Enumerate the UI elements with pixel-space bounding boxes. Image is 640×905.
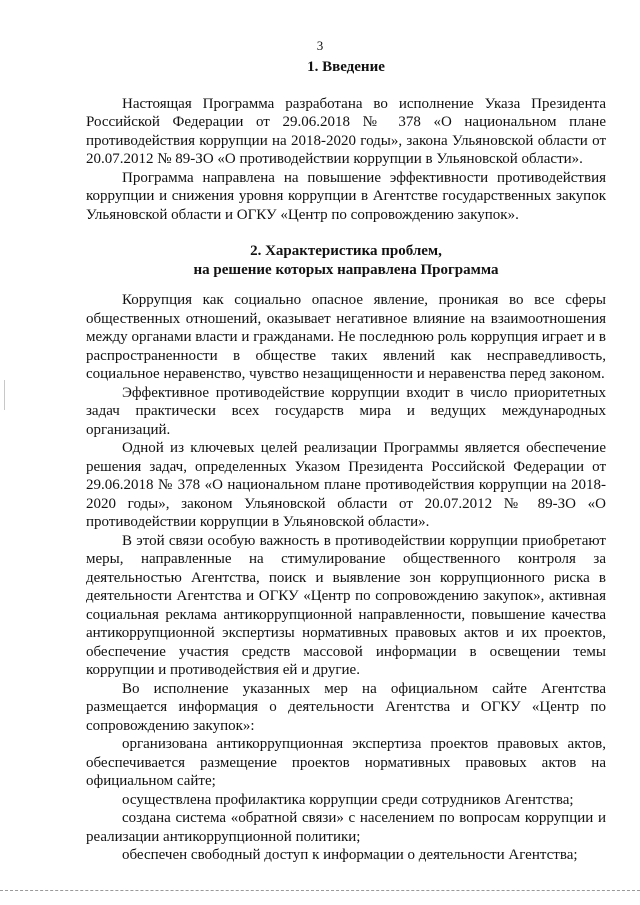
section-2-paragraph: Во исполнение указанных мер на официальном сайте Агентства размещается информация о деятельности Агентства и ОГКУ «Центр по сопровождению закупок»: [86, 680, 606, 734]
section-2-list-item: организована антикоррупционная экспертиза проектов правовых актов, обеспечивается размещение проектов нормативных правовых актов на официальном сайте; [86, 736, 606, 789]
section-1-paragraph: Программа направлена на повышение эффективности противодействия коррупции и снижения уровня коррупции в Агентстве государственных закупок Ульяновской области и ОГКУ «Центр по сопровождению закупок». [86, 169, 606, 223]
scan-edge-mark [4, 380, 5, 410]
section-2-title-line-1: 2. Характеристика проблем, [250, 243, 442, 259]
section-2-list-item: обеспечен свободный доступ к информации о деятельности Агентства; [122, 847, 578, 863]
section-2-paragraph: В этой связи особую важность в противодействии коррупции приобретают меры, направленные на стимулирование общественного контроля за деятельностью Агентства, поиск и выявление зон коррупционного риска в деятельности Агентства и ОГКУ «Центр по сопровождению закупок», активная социальная реклама антикоррупционной направленности, повышение качества антикоррупционной экспертизы нормативных правовых актов и их проектов, обеспечение участия средств массовой информации в освещении темы коррупции и противодействия ей и другие. [86, 532, 606, 678]
section-2-title [86, 242, 606, 279]
document-body [86, 58, 606, 865]
section-2-list-item: создана система «обратной связи» с населением по вопросам коррупции и реализации антикоррупционной политики; [86, 810, 606, 845]
section-1-title: 1. Введение [307, 59, 385, 75]
section-1-paragraph: Настоящая Программа разработана во исполнение Указа Президента Российской Федерации от 29.06.2018 № 378 «О национальном плане противодействия коррупции на 2018-2020 годы», закона Ульяновской области от 20.07.2012 № 89-ЗО «О противодействии коррупции в Ульяновской области». [86, 95, 606, 167]
scan-bottom-edge [0, 890, 640, 891]
page-number: 3 [316, 38, 324, 53]
section-2-paragraph: Коррупция как социально опасное явление, проникая во все сферы общественных отношений, оказывает негативное влияние на взаимоотношения между органами власти и гражданами. Не последнюю роль коррупция играет и в распространенности в обществе таких явлений как несправедливость, социальное неравенство, чувство незащищенности и неравенства перед законом. [86, 292, 606, 382]
section-2-paragraph: Эффективное противодействие коррупции входит в число приоритетных задач практически всех государств мира и ведущих международных организаций. [86, 384, 606, 438]
section-2-title-line-2: на решение которых направлена Программа [193, 261, 499, 278]
section-2-list-item: осуществлена профилактика коррупции среди сотрудников Агентства; [122, 791, 574, 808]
section-2-paragraph: Одной из ключевых целей реализации Программы является обеспечение решения задач, определенных Указом Президента Российской Федерации от 29.06.2018 № 378 «О национальном плане противодействия коррупции на 2018-2020 годы», законом Ульяновской области от 20.07.2012 № 89-ЗО «О противодействии коррупции в Ульяновской области». [86, 440, 606, 530]
